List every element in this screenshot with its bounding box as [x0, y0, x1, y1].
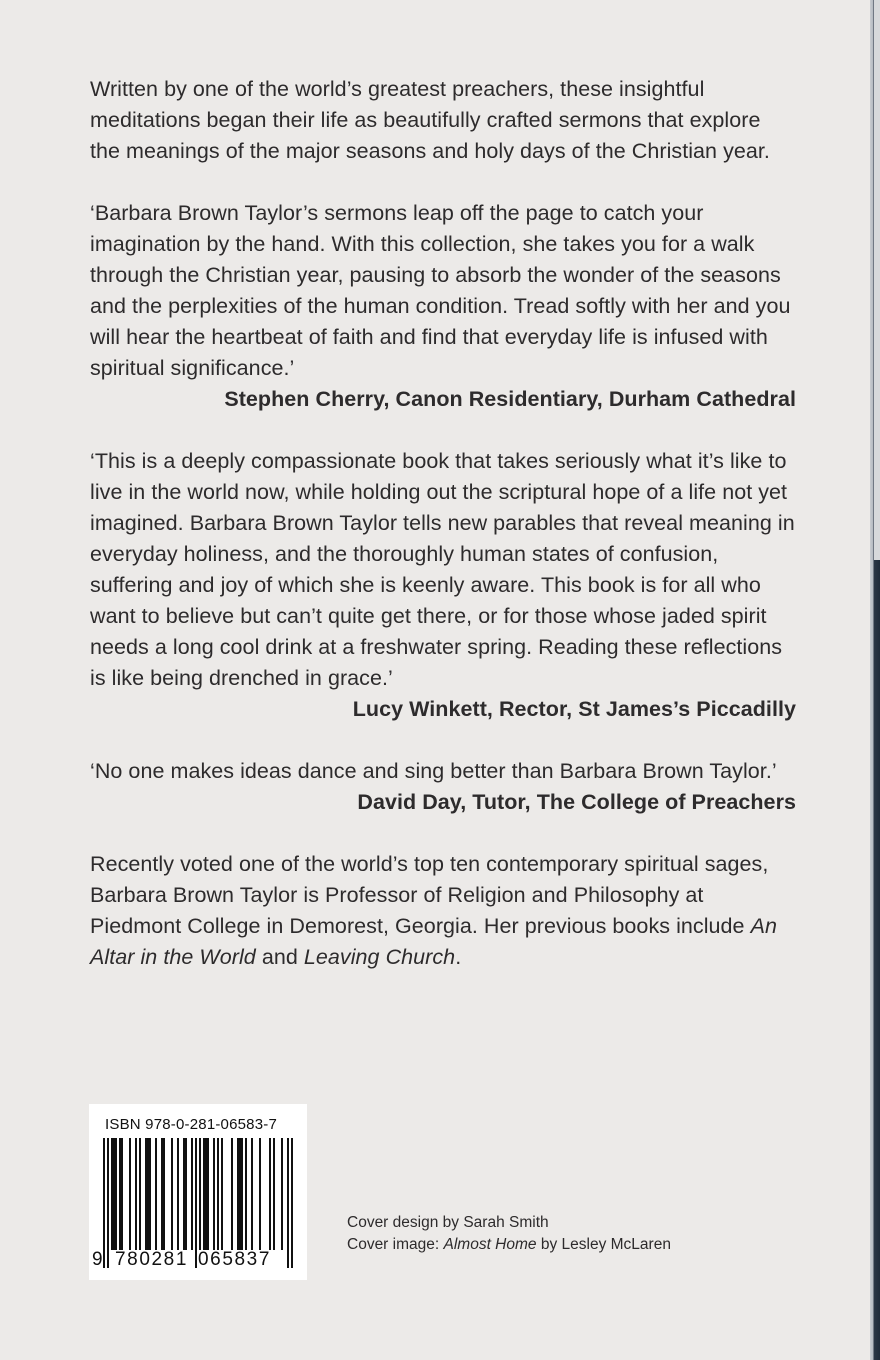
barcode-bar — [103, 1138, 105, 1268]
barcode-bar — [205, 1138, 207, 1250]
cover-design-credit: Cover design by Sarah Smith — [347, 1214, 549, 1231]
barcode-bar — [207, 1138, 209, 1250]
barcode-bar — [155, 1138, 157, 1250]
endorsement-attribution: David Day, Tutor, The College of Preachers — [357, 790, 796, 814]
barcode-bar — [115, 1138, 117, 1250]
book-title: An Altar in the World — [90, 914, 777, 969]
barcode-bar — [111, 1138, 113, 1250]
barcode-bar — [287, 1138, 289, 1268]
barcode-bar — [147, 1138, 149, 1250]
barcode-bar — [221, 1138, 223, 1250]
author-bio-text: Recently voted one of the world’s top ten contemporary spiritual sages, Barbara Brown Taylor is Professor of Religion and Philosophy at Piedmont College in Demorest, Georgia. Her previous books include — [90, 852, 769, 938]
barcode-bar — [217, 1138, 219, 1250]
barcode-bar — [163, 1138, 165, 1250]
book-title: Leaving Church — [303, 945, 456, 969]
cover-image-credit: Cover image: Almost Home by Lesley McLaren — [347, 1236, 671, 1253]
barcode-bar — [195, 1138, 197, 1268]
back-cover-text — [90, 74, 796, 973]
barcode-bar — [171, 1138, 173, 1250]
barcode-bar — [121, 1138, 123, 1250]
barcode-bar — [177, 1138, 179, 1250]
endorsement-quote: ‘Barbara Brown Taylor’s sermons leap off the page to catch your imagination by the hand. With this collection, she takes you for a walk through the Christian year, pausing to absorb the wonder of the seasons and the perplexities of the human condition. Tread softly with her and you will hear the heartbeat of faith and find that everyday life is infused with spiritual significance.’ — [90, 201, 791, 380]
barcode-bar — [273, 1138, 275, 1250]
spine-edge — [870, 0, 880, 1360]
barcode-bar — [231, 1138, 233, 1250]
endorsement-quote: ‘This is a deeply compassionate book that takes seriously what it’s like to live in the world now, while holding out the scriptural hope of a life not yet imagined. Barbara Brown Taylor tells new parables that reveal meaning in everyday holiness, and the thoroughly human states of confusion, suffering and joy of which she is keenly aware. This book is for all who want to believe but can’t quite get there, or for those whose jaded spirit needs a long cool drink at a freshwater spring. Reading these reflections is like being drenched in grace.’ — [90, 449, 795, 690]
barcode-bar — [107, 1138, 109, 1268]
barcode-bar — [269, 1138, 271, 1250]
author-bio-end: . — [455, 945, 462, 969]
barcode-bar — [213, 1138, 215, 1250]
intro-blurb: Written by one of the world’s greatest preachers, these insightful meditations began their life as beautifully crafted sermons that explore the meanings of the major seasons and holy days of the Christian year. — [90, 77, 770, 163]
barcode-bar — [183, 1138, 185, 1250]
barcode-left-digits: 780281 — [115, 1249, 189, 1270]
barcode-bar — [139, 1138, 141, 1250]
barcode-bar — [237, 1138, 239, 1250]
barcode-bar — [161, 1138, 163, 1250]
barcode-bar — [259, 1138, 261, 1250]
barcode-bar — [145, 1138, 147, 1250]
barcode-bar — [129, 1138, 131, 1250]
author-bio-joiner: and — [261, 945, 298, 969]
isbn-label: ISBN 978-0-281-06583-7 — [105, 1116, 278, 1133]
barcode-bar — [251, 1138, 253, 1250]
barcode-bar — [203, 1138, 205, 1250]
barcode-bar — [119, 1138, 121, 1250]
barcode-right-digits: 065837 — [198, 1249, 272, 1270]
barcode-lead-digit: 9 — [92, 1249, 103, 1270]
endorsement-attribution: Lucy Winkett, Rector, St James’s Piccadilly — [352, 697, 796, 721]
barcode-bar — [281, 1138, 283, 1250]
barcode-bar — [135, 1138, 137, 1250]
barcode-bar — [149, 1138, 151, 1250]
cover-credits — [347, 1212, 671, 1256]
barcode-bar — [191, 1138, 193, 1250]
barcode-bar — [239, 1138, 241, 1250]
barcode-bar — [245, 1138, 247, 1250]
barcode-bar — [113, 1138, 115, 1250]
isbn-barcode — [89, 1104, 307, 1280]
author-bio — [90, 849, 796, 973]
barcode-bar — [241, 1138, 243, 1250]
endorsement-quote: ‘No one makes ideas dance and sing better than Barbara Brown Taylor.’ — [90, 759, 777, 783]
endorsement-attribution: Stephen Cherry, Canon Residentiary, Durham Cathedral — [224, 387, 796, 411]
barcode-bar — [291, 1138, 293, 1268]
barcode-bar — [185, 1138, 187, 1250]
